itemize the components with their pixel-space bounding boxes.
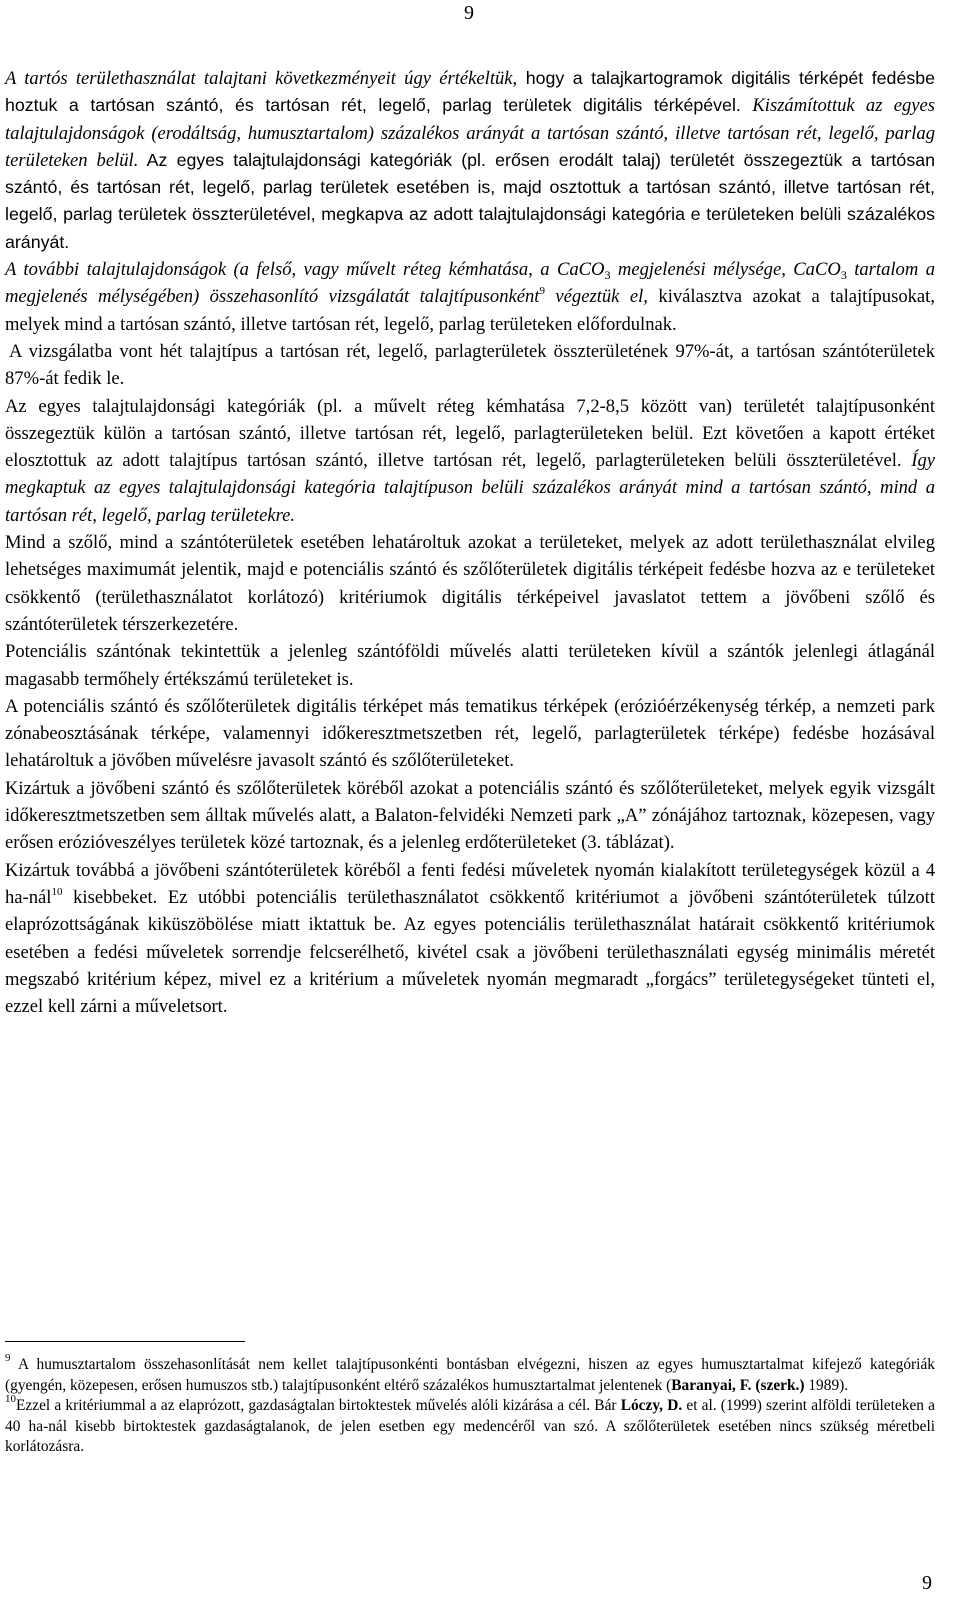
footnote-10-text-2: et al. (1999) szerint alföldi területeken a 40 ha-nál kisebb birtoktestek gazdaságtalanok, de jelen esetben egy medencéről van szó. A szőlőterületek esetében nincs szükség méretbeli korlátozásra. xyxy=(5,1397,935,1456)
paragraph-2-subscript-2: 3 xyxy=(840,268,847,283)
paragraph-9 xyxy=(5,857,935,1021)
paragraph-8: Kizártuk a jövőbeni szántó és szőlőterületek köréből azokat a potenciális szántó és szőlőterületeket, melyek egyik vizsgált időkeresztmetszetben sem álltak művelés alatt, a Balaton-felvidéki Nemzeti park „A” zónájához tartoznak, közepesen, vagy erősen erózióveszélyes területek közé tartoznak, és a jelenleg erdőterületeket (3. táblázat). xyxy=(5,777,935,854)
paragraph-2-text-1: kiválasztva azokat a talajtípusokat, melyek mind a tartósan szántó, illetve tartósan rét, legelő, parlag területeken előfordulnak. xyxy=(5,286,935,335)
footnote-9-citation: Baranyai, F. (szerk.) xyxy=(671,1376,805,1394)
paragraph-2-italic-4: végeztük el, xyxy=(544,286,648,308)
paragraph-9-text-1: Kizártuk továbbá a jövőbeni szántóterületek köréből a fenti fedési műveletek nyomán kialakított területegységek közül a 4 ha-nál xyxy=(5,859,935,908)
paragraph-1 xyxy=(5,65,935,256)
footnotes xyxy=(5,1352,935,1458)
body-text xyxy=(5,65,935,1020)
footnote-ref-10[interactable]: 10 xyxy=(51,885,63,898)
paragraph-1-text-1: hogy a talajkartogramok digitális térképét fedésbe hoztuk a tartósan szántó, és tartósan rét, legelő, parlag területek digitális térképével. xyxy=(5,68,936,116)
footnote-9-text-2: 1989). xyxy=(804,1376,849,1394)
paragraph-6: Potenciális szántónak tekintettük a jelenleg szántóföldi művelés alatti területeken kívül a szántók jelenlegi átlagánál magasabb termőhely értékszámú területeket is. xyxy=(5,641,935,690)
paragraph-1-text-2: Az egyes talajtulajdonsági kategóriák (pl. erősen erodált talaj) területét összegeztük a tartósan szántó, és tartósan rét, legelő, parlag területek esetében is, majd osztottuk a tartósan szántó, illetve tartósan rét, legelő, parlag területek összterületével, megkapva az adott talajtulajdonsági kategória e területeken belüli százalékos arányát. xyxy=(5,149,935,252)
footnote-9 xyxy=(5,1352,935,1396)
paragraph-9-text-2: kisebbeket. Ez utóbbi potenciális területhasználatot csökkentő kritériumot a jövőbeni szántóterületek túlzott elaprózottságának kiküszöbölése miatt iktattuk be. Az egyes potenciális területhasználat határait csökkentő kritériumok esetében a fedési műveletek sorrendje felcserélhető, kivétel csak a jövőbeni területhasználati egység minimális méretét megszabó kritérium képez, mivel ez a kritérium a műveletek nyomán megmaradt „forgács” területegységeket tünteti el, ezzel kell zárni a műveletsort. xyxy=(5,886,935,1018)
paragraph-7: A potenciális szántó és szőlőterületek digitális térképet más tematikus térképek (erózióérzékenység térkép, a nemzeti park zónabeosztásának térképe, valamennyi időkeresztmetszetben rét, legelő, parlagterületek térképe) fedésbe hozásával lehatároltuk a jövőben művelésre javasolt szántó és szőlőterületeket. xyxy=(5,695,935,772)
footnote-separator xyxy=(5,1341,245,1342)
page-number-bottom: 9 xyxy=(922,1572,932,1594)
paragraph-2 xyxy=(5,256,935,338)
footnote-9-number: 9 xyxy=(5,1352,11,1364)
paragraph-3: A vizsgálatba vont hét talajtípus a tartósan rét, legelő, parlagterületek összterületének 97%-át, a tartósan szántóterületek 87%-át fedik le. xyxy=(5,340,935,390)
paragraph-1-italic-2: Kiszámítottuk az egyes talajtulajdonságok (erodáltság, humusztartalom) százalékos arányát a tartósan szántó, illetve tartósan rét, legelő, parlag területeken belül. xyxy=(5,95,935,171)
paragraph-5: Mind a szőlő, mind a szántóterületek esetében lehatároltuk azokat a területeket, melyek az adott területhasználat elvileg lehetséges maximumát jelentik, majd e potenciális szántó és szőlőterületek digitális térképeit fedésbe hozva az e területeket csökkentő (területhasználatot korlátozó) kritériumok digitális térképeivel javaslatot tettem a jövőbeni szőlő és szántóterületek térszerkezetére. xyxy=(5,532,935,635)
paragraph-4-italic-1: Így megkaptuk az egyes talajtulajdonsági kategória talajtípuson belüli százalékos arányát mind a tartósan szántó, mind a tartósan rét, legelő, parlag területekre. xyxy=(5,450,935,526)
footnote-10-citation: Lóczy, D. xyxy=(620,1397,683,1415)
footnote-10-number: 10 xyxy=(5,1393,16,1406)
footnote-10 xyxy=(5,1393,935,1458)
paragraph-2-italic-1: A további talajtulajdonságok (a felső, vagy művelt réteg kémhatása, a CaCO xyxy=(5,259,605,281)
footnote-ref-9[interactable]: 9 xyxy=(539,285,545,298)
paragraph-2-italic-3: tartalom a megjelenés mélységében) összehasonlító vizsgálatát talajtípusonként xyxy=(5,259,935,308)
paragraph-2-italic-2: megjelenési mélysége, CaCO xyxy=(610,259,841,281)
paragraph-4 xyxy=(5,393,935,529)
page-number-top: 9 xyxy=(464,2,474,24)
footnote-9-text-1: A humusztartalom összehasonlítását nem kellet talajtípusonkénti bontásban elvégezni, hiszen az egyes humusztartalmat kifejező kategóriák (gyengén, közepesen, erősen humuszos stb.) talajtípusonként eltérő százalékos humusztartalmat jelentenek ( xyxy=(5,1356,935,1394)
paragraph-2-subscript-1: 3 xyxy=(604,268,611,283)
paragraph-1-italic-1: A tartós területhasználat talajtani következményeit úgy értékeltük, xyxy=(5,68,518,89)
paragraph-4-text-1: Az egyes talajtulajdonsági kategóriák (pl. a művelt réteg kémhatása 7,2-8,5 között van) területét talajtípusonként összegeztük külön a tartósan szántó, illetve tartósan rét, legelő, parlagterületeken belül. Ezt követően a kapott értéket elosztottuk az adott talajtípus tartósan szántó, illetve tartósan rét, legelő, parlagterületeken belüli összterületével. xyxy=(5,395,935,472)
footnote-10-text-1: Ezzel a kritériummal a az elaprózott, gazdaságtalan birtoktestek művelés alóli kizárása a cél. Bár xyxy=(16,1397,621,1415)
